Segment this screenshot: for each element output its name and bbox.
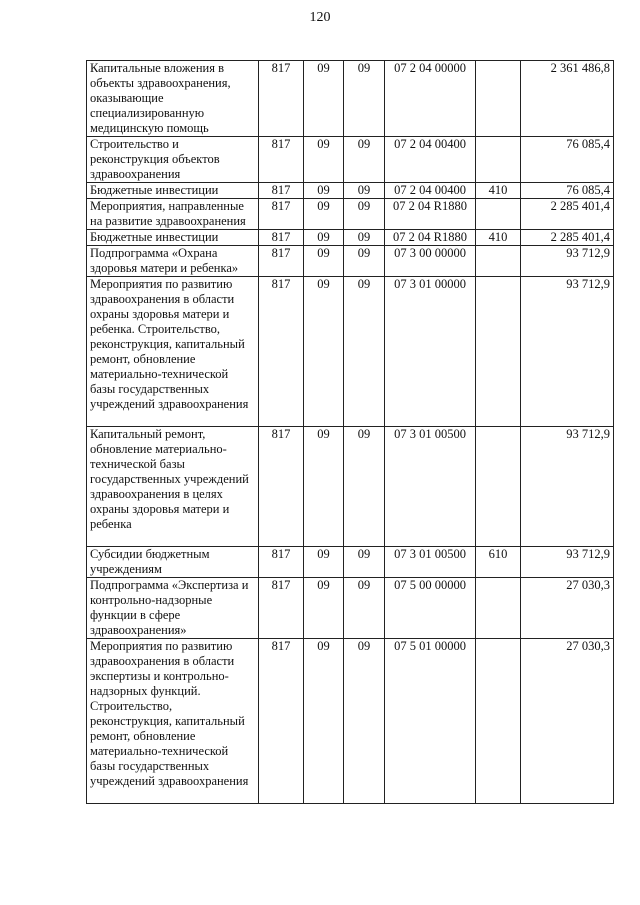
table-row [87, 277, 614, 427]
cell-amount: 2 285 401,4 [521, 199, 614, 230]
cell-subsection-code: 09 [344, 427, 385, 547]
cell-name: Бюджетные инвестиции [87, 230, 259, 246]
cell-expense-type: 410 [476, 230, 521, 246]
cell-name: Подпрограмма «Охрана здоровья матери и ребенка» [87, 246, 259, 277]
table-row [87, 578, 614, 639]
cell-subsection-code: 09 [344, 246, 385, 277]
cell-section-code: 09 [304, 230, 344, 246]
cell-name: Капитальные вложения в объекты здравоохранения, оказывающие специализированную медицинскую помощь [87, 61, 259, 137]
table-row [87, 246, 614, 277]
cell-ministry-code: 817 [259, 639, 304, 804]
budget-table [86, 60, 614, 804]
cell-ministry-code: 817 [259, 246, 304, 277]
cell-section-code: 09 [304, 246, 344, 277]
table-row [87, 183, 614, 199]
cell-expense-type [476, 427, 521, 547]
cell-amount: 27 030,3 [521, 578, 614, 639]
cell-section-code: 09 [304, 639, 344, 804]
cell-amount: 93 712,9 [521, 427, 614, 547]
cell-target-code: 07 3 01 00000 [385, 277, 476, 427]
cell-target-code: 07 2 04 00400 [385, 137, 476, 183]
table-row [87, 199, 614, 230]
cell-target-code: 07 2 04 R1880 [385, 199, 476, 230]
cell-ministry-code: 817 [259, 277, 304, 427]
table-row [87, 61, 614, 137]
table-row [87, 137, 614, 183]
cell-expense-type [476, 277, 521, 427]
cell-section-code: 09 [304, 61, 344, 137]
cell-section-code: 09 [304, 578, 344, 639]
cell-subsection-code: 09 [344, 61, 385, 137]
cell-ministry-code: 817 [259, 547, 304, 578]
cell-section-code: 09 [304, 427, 344, 547]
cell-amount: 2 361 486,8 [521, 61, 614, 137]
cell-section-code: 09 [304, 547, 344, 578]
table-row [87, 427, 614, 547]
cell-subsection-code: 09 [344, 639, 385, 804]
cell-expense-type [476, 578, 521, 639]
cell-name: Капитальный ремонт, обновление материально-технической базы государственных учреждений здравоохранения в целях охраны здоровья матери и ребенка [87, 427, 259, 547]
cell-subsection-code: 09 [344, 199, 385, 230]
cell-name: Мероприятия, направленные на развитие здравоохранения [87, 199, 259, 230]
cell-expense-type [476, 199, 521, 230]
cell-section-code: 09 [304, 137, 344, 183]
cell-expense-type [476, 137, 521, 183]
cell-ministry-code: 817 [259, 427, 304, 547]
cell-amount: 93 712,9 [521, 547, 614, 578]
cell-amount: 27 030,3 [521, 639, 614, 804]
cell-section-code: 09 [304, 277, 344, 427]
table-row [87, 230, 614, 246]
cell-ministry-code: 817 [259, 137, 304, 183]
cell-target-code: 07 2 04 R1880 [385, 230, 476, 246]
cell-subsection-code: 09 [344, 230, 385, 246]
cell-subsection-code: 09 [344, 183, 385, 199]
cell-amount: 93 712,9 [521, 246, 614, 277]
cell-ministry-code: 817 [259, 578, 304, 639]
table-body [87, 61, 614, 804]
page-number: 120 [309, 10, 331, 25]
cell-name: Мероприятия по развитию здравоохранения в области охраны здоровья матери и ребенка. Строительство, реконструкция, капитальный ремонт, обновление материально-технической базы государственных учреждений здравоохранения [87, 277, 259, 427]
cell-subsection-code: 09 [344, 578, 385, 639]
cell-ministry-code: 817 [259, 230, 304, 246]
table-row [87, 639, 614, 804]
cell-expense-type [476, 246, 521, 277]
cell-name: Подпрограмма «Экспертиза и контрольно-надзорные функции в сфере здравоохранения» [87, 578, 259, 639]
cell-ministry-code: 817 [259, 199, 304, 230]
cell-amount: 2 285 401,4 [521, 230, 614, 246]
cell-section-code: 09 [304, 199, 344, 230]
cell-target-code: 07 5 01 00000 [385, 639, 476, 804]
cell-name: Субсидии бюджетным учреждениям [87, 547, 259, 578]
cell-target-code: 07 3 00 00000 [385, 246, 476, 277]
cell-name: Мероприятия по развитию здравоохранения в области экспертизы и контрольно-надзорных функций. Строительство, реконструкция, капитальный ремонт, обновление материально-технической базы государственных учреждений здравоохранения [87, 639, 259, 804]
cell-expense-type [476, 639, 521, 804]
cell-amount: 76 085,4 [521, 137, 614, 183]
cell-expense-type [476, 61, 521, 137]
cell-section-code: 09 [304, 183, 344, 199]
cell-target-code: 07 3 01 00500 [385, 547, 476, 578]
cell-target-code: 07 2 04 00400 [385, 183, 476, 199]
cell-amount: 76 085,4 [521, 183, 614, 199]
cell-subsection-code: 09 [344, 547, 385, 578]
cell-ministry-code: 817 [259, 61, 304, 137]
cell-name: Строительство и реконструкция объектов здравоохранения [87, 137, 259, 183]
cell-expense-type: 410 [476, 183, 521, 199]
table-row [87, 547, 614, 578]
cell-target-code: 07 5 00 00000 [385, 578, 476, 639]
cell-target-code: 07 2 04 00000 [385, 61, 476, 137]
cell-name: Бюджетные инвестиции [87, 183, 259, 199]
cell-target-code: 07 3 01 00500 [385, 427, 476, 547]
cell-amount: 93 712,9 [521, 277, 614, 427]
cell-ministry-code: 817 [259, 183, 304, 199]
cell-subsection-code: 09 [344, 137, 385, 183]
cell-expense-type: 610 [476, 547, 521, 578]
cell-subsection-code: 09 [344, 277, 385, 427]
